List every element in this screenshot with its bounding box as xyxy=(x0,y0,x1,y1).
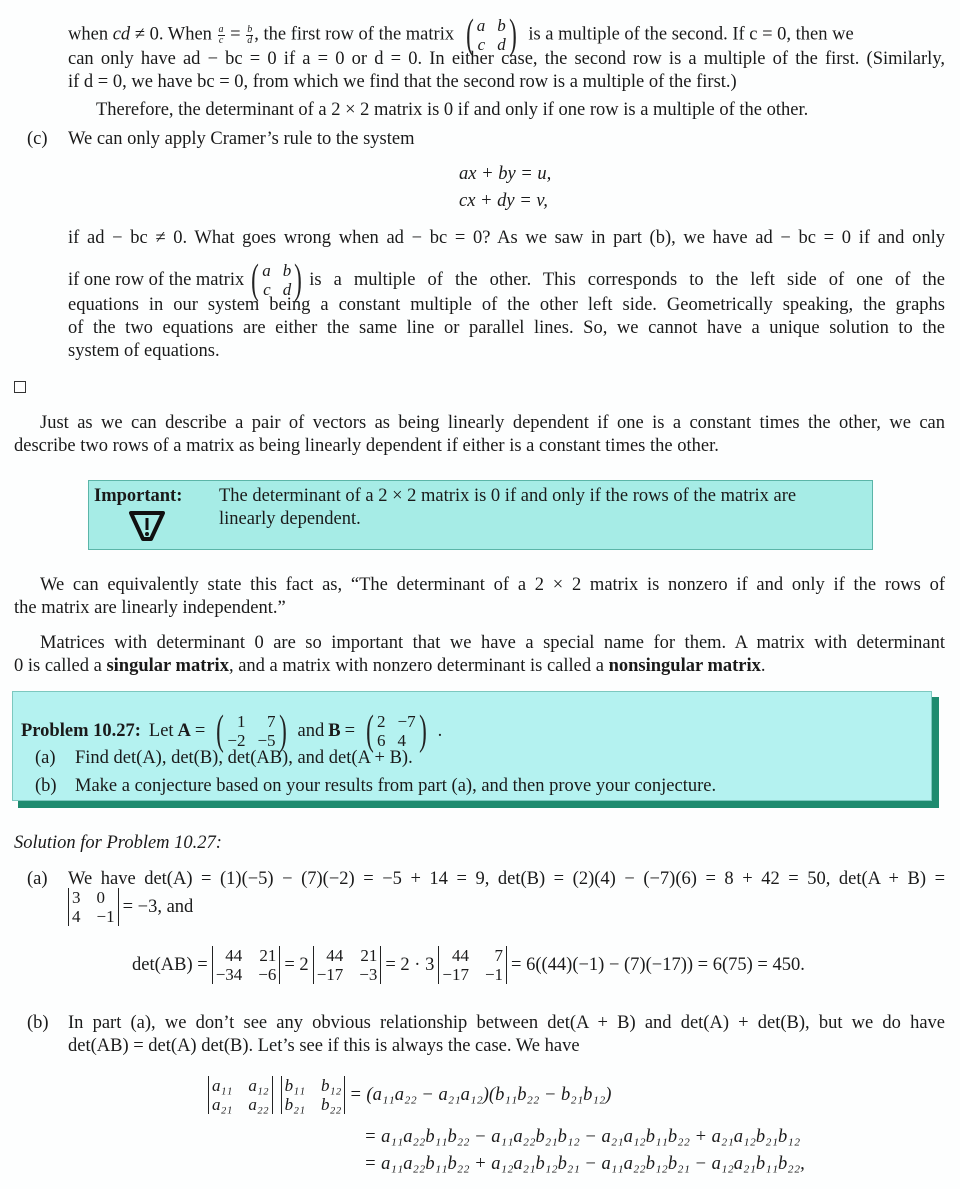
text-line: det(AB) = det(A) det(B). Let’s see if this is always the case. We have xyxy=(68,1036,580,1056)
matrix-cell: b₂₁ xyxy=(284,1095,305,1114)
matrix-cell: 0 xyxy=(96,888,105,907)
right-paren: ) xyxy=(418,708,427,754)
problem-part-text: Make a conjecture based on your results from part (a), and then prove your conjecture. xyxy=(75,776,717,796)
text: when xyxy=(68,24,109,45)
matrix-cell: b₁₂ xyxy=(320,1076,342,1095)
fraction-a-over-c xyxy=(218,25,225,46)
text: = 2 · 3 xyxy=(385,955,435,975)
text: and xyxy=(297,721,325,741)
part-label: (a) xyxy=(27,869,48,889)
matrix-cell: 44 xyxy=(225,946,243,965)
problem-part-label: (a) xyxy=(35,748,56,768)
text: det(AB) = xyxy=(132,955,208,975)
matrix-cell: −1 xyxy=(96,907,115,926)
matrix-cell: −34 xyxy=(215,965,243,984)
matrix-a-plus-b xyxy=(68,888,119,926)
text: is a multiple of the second. If c = 0, then we xyxy=(528,24,854,45)
right-paren: ) xyxy=(508,12,517,58)
matrix-cell: −17 xyxy=(442,965,469,984)
denominator: c xyxy=(218,34,224,46)
matrix-cell: 21 xyxy=(360,946,378,965)
matrix-cell: 1 xyxy=(236,712,246,731)
denominator: d xyxy=(247,34,253,46)
problem-part-text: Find det(A), det(B), det(AB), and det(A + B). xyxy=(75,748,413,768)
text-line: In part (a), we don’t see any obvious relationship between det(A + B) and det(A) + det(B), but we do have xyxy=(68,1013,945,1033)
matrix-cell: a xyxy=(262,261,271,280)
left-paren: ( xyxy=(216,708,225,754)
text-line: We have det(A) = (1)(−5) − (7)(−2) = −5 + 14 = 9, det(B) = (2)(4) − (−7)(6) = 8 + 42 = 50, det(A + B) = xyxy=(68,869,945,889)
matrix-step3 xyxy=(438,946,507,984)
important-box xyxy=(88,480,873,550)
text-line: We can only apply Cramer’s rule to the system xyxy=(68,129,415,149)
matrix-cell: b xyxy=(497,16,506,35)
equation: cx + dy = v, xyxy=(459,191,548,211)
matrix-cell: b₁₁ xyxy=(284,1076,305,1095)
left-paren: ( xyxy=(465,12,474,58)
matrix-cell: c xyxy=(263,280,271,299)
text-line: of the two equations are either the same line or parallel lines. So, we cannot have a unique solution to the xyxy=(68,318,945,338)
matrix-cell: b xyxy=(282,261,292,280)
generic-det-product xyxy=(204,1076,611,1114)
matrix-cell: −1 xyxy=(484,965,504,984)
term-nonsingular-matrix: nonsingular matrix xyxy=(608,656,761,676)
matrix-cell: a xyxy=(476,16,486,35)
text-line: can only have ad − bc = 0 if a = 0 or d = 0. In either case, the second row is a multiple of the first. (Similarly, xyxy=(68,49,945,69)
text: 0 is called a xyxy=(14,656,107,676)
text: cd xyxy=(112,24,131,45)
text-line: Matrices with determinant 0 are so important that we have a special name for them. A matrix with determinant xyxy=(40,633,945,653)
text-line: when cd ≠ 0. When $\frac{a}{c}$ = $\frac{b}{d}$ , the first row of the matrix ( a b c d ) is a multiple of the second. If c = 0, then we xyxy=(68,12,854,58)
matrix-cell: −6 xyxy=(258,965,277,984)
matrix-cell: 2 xyxy=(377,712,386,731)
problem-box xyxy=(12,691,932,801)
text: = 2 xyxy=(284,955,309,975)
equation: ax + by = u, xyxy=(459,164,552,184)
text: = xyxy=(194,721,206,741)
matrix-cell: 3 xyxy=(72,888,81,907)
matrix-b xyxy=(363,710,430,752)
matrix-cell: 7 xyxy=(267,712,276,731)
part-label: (c) xyxy=(27,129,48,149)
numerator: a xyxy=(218,23,224,35)
text-line: Therefore, the determinant of a 2 × 2 matrix is 0 if and only if one row is a multiple of the other. xyxy=(96,100,809,120)
fraction-b-over-d xyxy=(246,25,253,46)
matrix-cell: d xyxy=(282,280,292,299)
matrix-name-b: B xyxy=(328,721,341,741)
matrix-cell: a₁₂ xyxy=(248,1076,269,1095)
text-line: system of equations. xyxy=(68,341,220,361)
qed-square-icon xyxy=(14,381,26,393)
term-singular-matrix: singular matrix xyxy=(106,656,229,676)
det-a-plus-b xyxy=(64,888,193,926)
matrix-a-generic xyxy=(208,1076,273,1114)
matrix-cell: 4 xyxy=(72,907,81,926)
right-paren: ) xyxy=(278,708,287,754)
text-line: equations in our system being a constant multiple of the other left side. Geometrically speaking, the graphs xyxy=(68,295,945,315)
matrix-ab xyxy=(212,946,281,984)
matrix-name-a: A xyxy=(177,721,191,741)
text: , the first row of the matrix xyxy=(254,24,455,45)
matrix-a xyxy=(213,710,289,752)
matrix-cell: −7 xyxy=(397,712,416,731)
matrix-cell: −2 xyxy=(227,731,246,750)
text: is a multiple of the other. This corresponds to the left side of one of the xyxy=(309,270,945,290)
text: Let xyxy=(148,721,174,741)
matrix-cell: 6 xyxy=(377,731,386,750)
text-line: Just as we can describe a pair of vectors as being linearly dependent if one is a constant times the other, we can xyxy=(40,413,945,433)
text: . xyxy=(437,721,443,741)
equation: = (a₁₁a₂₂ − a₂₁a₁₂)(b₁₁b₂₂ − b₂₁b₁₂) xyxy=(349,1085,612,1105)
text: ≠ 0. When xyxy=(130,24,217,45)
matrix-cell: 44 xyxy=(451,946,469,965)
matrix-cell: −17 xyxy=(316,965,344,984)
problem-part-label: (b) xyxy=(35,776,57,796)
matrix-cell: b₂₂ xyxy=(320,1095,342,1114)
solution-heading: Solution for Problem 10.27: xyxy=(14,833,222,853)
text-line xyxy=(14,655,766,677)
text: = 6((44)(−1) − (7)(−17)) = 6(75) = 450. xyxy=(511,955,805,975)
matrix-cell: −3 xyxy=(359,965,378,984)
important-label: Important: xyxy=(94,486,183,506)
matrix-cell: a₂₁ xyxy=(212,1095,233,1114)
important-text: linearly dependent. xyxy=(219,509,361,529)
text-line: if ad − bc ≠ 0. What goes wrong when ad − bc = 0? As we saw in part (b), we have ad − bc = 0 if and only xyxy=(68,228,945,248)
matrix-cell: −5 xyxy=(257,731,276,750)
problem-title: Problem 10.27: xyxy=(21,721,141,741)
equation: = a₁₁a₂₂b₁₁b₂₂ + a₁₂a₂₁b₁₂b₂₁ − a₁₁a₂₂b₁₂b₂₁ − a₁₂a₂₁b₁₁b₂₂, xyxy=(364,1154,805,1174)
right-paren: ) xyxy=(294,257,303,303)
text-line: if d = 0, we have bc = 0, from which we find that the second row is a multiple of the first.) xyxy=(68,72,737,92)
text: = −3, and xyxy=(122,897,194,917)
left-paren: ( xyxy=(251,257,260,303)
text: if one row of the matrix xyxy=(68,270,245,290)
det-ab-computation xyxy=(132,946,805,984)
part-label: (b) xyxy=(27,1013,49,1033)
text-line: describe two rows of a matrix as being linearly dependent if either is a constant times the other. xyxy=(14,436,719,456)
matrix-step2 xyxy=(313,946,382,984)
important-text: The determinant of a 2 × 2 matrix is 0 if and only if the rows of the matrix are xyxy=(219,486,797,506)
numerator: b xyxy=(247,23,253,35)
text-line: the matrix are linearly independent.” xyxy=(14,598,286,618)
text-line: We can equivalently state this fact as, “The determinant of a 2 × 2 matrix is nonzero if and only if the rows of xyxy=(40,575,945,595)
matrix-cell: 21 xyxy=(259,946,277,965)
matrix-cell: 4 xyxy=(397,731,407,750)
matrix-cell: a₁₁ xyxy=(212,1076,233,1095)
matrix-cell: 44 xyxy=(326,946,344,965)
matrix-cell: 7 xyxy=(494,946,504,965)
matrix-cell: d xyxy=(497,35,506,54)
matrix-cell: a₂₂ xyxy=(248,1095,269,1114)
text: . xyxy=(760,656,766,676)
problem-statement xyxy=(21,710,442,752)
text: = xyxy=(344,721,356,741)
matrix-b-generic xyxy=(281,1076,346,1114)
equation: = a₁₁a₂₂b₁₁b₂₂ − a₁₁a₂₂b₂₁b₁₂ − a₂₁a₁₂b₁₁b₂₂ + a₂₁a₁₂b₂₁b₁₂ xyxy=(364,1127,801,1147)
matrix-cell: c xyxy=(477,35,486,54)
text: , and a matrix with nonzero determinant is called a xyxy=(228,656,609,676)
warning-triangle-icon xyxy=(127,509,167,543)
left-paren: ( xyxy=(366,708,374,754)
